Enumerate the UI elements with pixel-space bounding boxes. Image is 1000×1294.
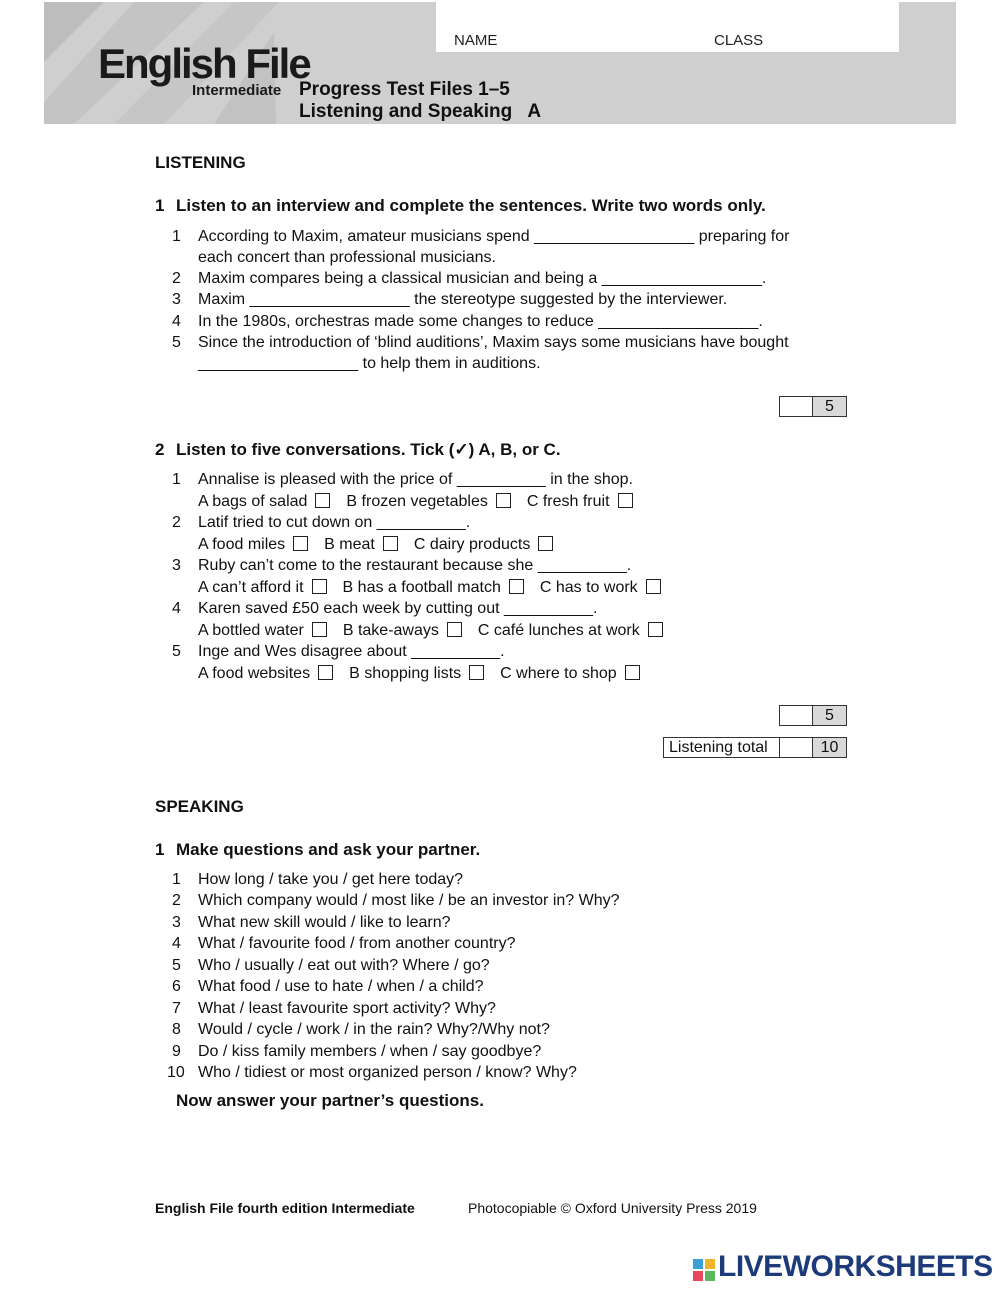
listening-heading: LISTENING: [155, 153, 246, 172]
option-label: B frozen vegetables: [346, 493, 488, 510]
options-row: [198, 491, 649, 512]
item-number: 9: [172, 1043, 181, 1060]
liveworksheets-watermark[interactable]: LIVEWORKSHEETS: [718, 1250, 993, 1283]
item-number: 6: [172, 978, 181, 995]
tick-checkbox[interactable]: [646, 579, 661, 594]
footer-copyright: Photocopiable © Oxford University Press 2019: [468, 1200, 757, 1216]
list-item-continuation: each concert than professional musicians.: [198, 249, 496, 266]
options-row: [198, 663, 656, 684]
option-label: A can’t afford it: [198, 579, 304, 596]
list-item: [172, 641, 505, 662]
footer-edition: English File fourth edition Intermediate: [155, 1200, 415, 1216]
item-number: 10: [167, 1064, 185, 1081]
tick-checkbox[interactable]: [318, 665, 333, 680]
option-label: B shopping lists: [349, 665, 462, 682]
list-item: [172, 469, 633, 490]
brand-logo: English File: [98, 40, 310, 87]
test-title: [299, 79, 541, 123]
list-item: [172, 933, 516, 954]
score-max: 5: [813, 397, 846, 416]
item-text: Who / usually / eat out with? Where / go?: [198, 957, 490, 974]
option-label: A bags of salad: [198, 493, 308, 510]
score-box-q1: [779, 396, 847, 417]
option-label: C café lunches at work: [477, 622, 640, 639]
item-text: According to Maxim, amateur musicians spend __________________ preparing for: [198, 228, 790, 245]
tick-checkbox[interactable]: [509, 579, 524, 594]
question-number: 2: [155, 440, 165, 459]
title-line-2: Listening and Speaking A: [299, 101, 542, 122]
instruction-text: Listen to an interview and complete the sentences. Write two words only.: [176, 196, 766, 215]
item-number: 1: [172, 228, 181, 245]
item-text: Inge and Wes disagree about __________.: [198, 643, 505, 660]
item-number: 4: [172, 600, 181, 617]
item-text: Latif tried to cut down on __________.: [198, 514, 471, 531]
item-number: 3: [172, 914, 181, 931]
item-number: 8: [172, 1021, 181, 1038]
option-label: A food websites: [198, 665, 311, 682]
header-banner: [44, 2, 956, 124]
list-item: [172, 1041, 541, 1062]
options-row: [198, 577, 677, 598]
option-label: C has to work: [539, 579, 638, 596]
score-max: 5: [813, 706, 846, 725]
item-number: 5: [172, 334, 181, 351]
list-item: [172, 869, 463, 890]
list-item: [172, 598, 597, 619]
item-text: How long / take you / get here today?: [198, 871, 464, 888]
title-line-1: Progress Test Files 1–5: [299, 79, 510, 100]
liveworksheets-logo-icon: [693, 1259, 715, 1281]
item-text: What new skill would / like to learn?: [198, 914, 451, 931]
item-number: 2: [172, 270, 181, 287]
speaking-heading: SPEAKING: [155, 797, 244, 816]
brand-subtitle: Intermediate: [192, 82, 282, 99]
option-label: B meat: [324, 536, 375, 553]
listening-total-label: Listening total: [664, 738, 780, 757]
tick-checkbox[interactable]: [469, 665, 484, 680]
listening-q2-instruction: [155, 440, 561, 460]
item-text: Since the introduction of ‘blind auditions’, Maxim says some musicians have bought: [198, 334, 789, 351]
options-row: [198, 620, 679, 641]
item-number: 3: [172, 291, 181, 308]
list-item: [172, 1019, 550, 1040]
item-number: 5: [172, 957, 181, 974]
item-number: 3: [172, 557, 181, 574]
speaking-q1-instruction: [155, 840, 480, 860]
item-text: Would / cycle / work / in the rain? Why?/Why not?: [198, 1021, 550, 1038]
tick-checkbox[interactable]: [293, 536, 308, 551]
option-label: C where to shop: [500, 665, 617, 682]
tick-checkbox[interactable]: [312, 579, 327, 594]
tick-checkbox[interactable]: [447, 622, 462, 637]
listening-total-box: [663, 737, 847, 758]
question-number: 1: [155, 196, 165, 215]
tick-checkbox[interactable]: [538, 536, 553, 551]
option-label: C dairy products: [413, 536, 531, 553]
list-item: [172, 332, 789, 353]
item-text: What food / use to hate / when / a child?: [198, 978, 484, 995]
item-number: 4: [172, 313, 181, 330]
item-text: Karen saved £50 each week by cutting out __________.: [198, 600, 598, 617]
list-item: [172, 555, 631, 576]
tick-checkbox[interactable]: [625, 665, 640, 680]
class-label: CLASS: [714, 32, 764, 49]
instruction-text: Listen to five conversations. Tick (✓) A, B, or C.: [176, 440, 561, 459]
list-item: [172, 311, 763, 332]
item-text: Maxim __________________ the stereotype suggested by the interviewer.: [198, 291, 728, 308]
option-label: B has a football match: [342, 579, 501, 596]
tick-checkbox[interactable]: [496, 493, 511, 508]
tick-checkbox[interactable]: [312, 622, 327, 637]
list-item: [172, 955, 490, 976]
score-input[interactable]: [780, 706, 813, 725]
option-label: A food miles: [198, 536, 286, 553]
tick-checkbox[interactable]: [383, 536, 398, 551]
list-item: [172, 998, 496, 1019]
score-max: 10: [813, 738, 846, 757]
item-text: In the 1980s, orchestras made some changes to reduce __________________.: [198, 313, 763, 330]
name-label: NAME: [454, 32, 498, 49]
tick-checkbox[interactable]: [315, 493, 330, 508]
options-row: [198, 534, 569, 555]
item-number: 4: [172, 935, 181, 952]
item-text: What / least favourite sport activity? Why?: [198, 1000, 496, 1017]
list-item: [172, 912, 451, 933]
score-input[interactable]: [780, 738, 813, 757]
listening-q1-instruction: [155, 196, 766, 216]
item-text: Do / kiss family members / when / say goodbye?: [198, 1043, 542, 1060]
question-number: 1: [155, 840, 165, 859]
item-number: 1: [172, 471, 181, 488]
list-item: [172, 289, 727, 310]
tick-checkbox[interactable]: [618, 493, 633, 508]
option-label: C fresh fruit: [526, 493, 610, 510]
speaking-closing-instruction: Now answer your partner’s questions.: [176, 1091, 484, 1110]
item-text: Ruby can’t come to the restaurant because she __________.: [198, 557, 632, 574]
option-label: A bottled water: [198, 622, 304, 639]
item-text: Maxim compares being a classical musician and being a __________________.: [198, 270, 767, 287]
list-item: [172, 268, 766, 289]
item-number: 2: [172, 514, 181, 531]
item-number: 5: [172, 643, 181, 660]
item-number: 1: [172, 871, 181, 888]
item-text: Who / tidiest or most organized person / know? Why?: [198, 1064, 577, 1081]
list-item: [167, 1062, 577, 1083]
score-input[interactable]: [780, 397, 813, 416]
list-item: [172, 226, 789, 247]
list-item: [172, 512, 470, 533]
item-text: What / favourite food / from another country?: [198, 935, 516, 952]
item-number: 7: [172, 1000, 181, 1017]
list-item: [172, 976, 484, 997]
item-number: 2: [172, 892, 181, 909]
item-text: Annalise is pleased with the price of __________ in the shop.: [198, 471, 633, 488]
name-class-box: [436, 2, 899, 52]
score-box-q2: [779, 705, 847, 726]
list-item: [172, 890, 620, 911]
instruction-text: Make questions and ask your partner.: [176, 840, 481, 859]
option-label: B take-aways: [342, 622, 439, 639]
item-text: Which company would / most like / be an investor in? Why?: [198, 892, 620, 909]
tick-checkbox[interactable]: [648, 622, 663, 637]
list-item-continuation: __________________ to help them in auditions.: [198, 355, 541, 372]
